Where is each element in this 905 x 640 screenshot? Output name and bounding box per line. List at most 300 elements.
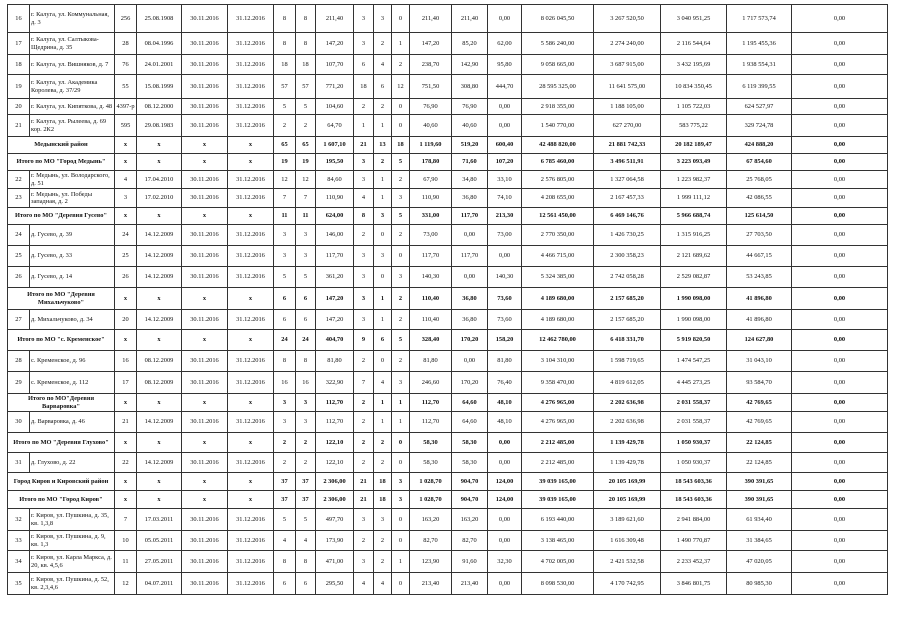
table-cell: 11 641 575,00 xyxy=(594,75,661,99)
table-cell: г. Медынь, ул. Володарского, д. 51 xyxy=(30,171,115,189)
table-cell: 67 854,60 xyxy=(727,154,792,171)
table-row xyxy=(8,509,888,531)
table-cell: 1 xyxy=(374,310,392,330)
table-cell: 21 881 742,33 xyxy=(594,137,661,154)
table-cell: 6 xyxy=(296,310,316,330)
table-cell: 3 xyxy=(354,288,374,310)
table-cell: 1 315 916,25 xyxy=(661,225,727,246)
table-cell: 2 xyxy=(392,288,410,310)
table-cell: 3 xyxy=(354,33,374,55)
table-cell: с. Кременское, д. 112 xyxy=(30,372,115,394)
table-cell: 39 039 165,00 xyxy=(522,473,594,491)
table-cell: 6 119 399,55 xyxy=(727,75,792,99)
table-cell: 1 119,60 xyxy=(410,137,452,154)
table-cell: 3 xyxy=(354,5,374,33)
table-cell: 12 xyxy=(296,171,316,189)
table-cell: 4 xyxy=(274,531,296,551)
table-cell: 1 105 722,03 xyxy=(661,99,727,115)
table-cell: 18 543 603,36 xyxy=(661,473,727,491)
table-cell: 112,70 xyxy=(316,412,354,433)
table-cell: 2 xyxy=(354,412,374,433)
table-cell: x xyxy=(228,137,274,154)
table-cell: 2 xyxy=(296,115,316,137)
table-cell: 3 xyxy=(374,208,392,225)
table-cell: 3 xyxy=(392,267,410,288)
table-cell: 31.12.2016 xyxy=(228,99,274,115)
table-cell: 8 026 045,50 xyxy=(522,5,594,33)
table-cell: 20 xyxy=(8,99,30,115)
table-cell: д. Михальчуково, д. 34 xyxy=(30,310,115,330)
table-cell: x xyxy=(182,433,228,453)
table-cell: 73,00 xyxy=(410,225,452,246)
table-cell: Итого по МО"Деревня Варваровка" xyxy=(8,394,115,412)
table-cell: 18 xyxy=(392,137,410,154)
table-cell: 2 306,00 xyxy=(316,473,354,491)
table-cell: x xyxy=(228,473,274,491)
table-row xyxy=(8,267,888,288)
table-cell: 1 xyxy=(354,115,374,137)
table-cell: 211,40 xyxy=(410,5,452,33)
table-cell: 16 xyxy=(8,5,30,33)
table-cell: 30.11.2016 xyxy=(182,453,228,473)
table-cell: 31.12.2016 xyxy=(228,412,274,433)
table-cell: д. Гусево, д. 33 xyxy=(30,246,115,267)
table-cell: 25 xyxy=(115,246,137,267)
table-body xyxy=(8,5,888,595)
table-cell: 3 xyxy=(354,551,374,573)
table-cell: x xyxy=(115,288,137,310)
table-cell: 37 xyxy=(296,473,316,491)
table-cell: 58,30 xyxy=(410,453,452,473)
table-cell: 08.12.2000 xyxy=(137,99,182,115)
table-cell: 2 xyxy=(354,433,374,453)
table-cell: 65 xyxy=(296,137,316,154)
table-cell: 62,00 xyxy=(488,33,522,55)
table-cell: 31.12.2016 xyxy=(228,33,274,55)
table-cell: 9 358 470,00 xyxy=(522,372,594,394)
table-cell: 80 985,30 xyxy=(727,573,792,595)
table-cell: x xyxy=(182,491,228,509)
table-cell: 40,60 xyxy=(410,115,452,137)
table-cell: 8 098 530,00 xyxy=(522,573,594,595)
table-cell: 173,90 xyxy=(316,531,354,551)
table-cell: 771,20 xyxy=(316,75,354,99)
table-cell: x xyxy=(182,330,228,351)
table-cell: 21 xyxy=(115,412,137,433)
table-cell: г. Медынь, ул. Победы западная, д. 2 xyxy=(30,189,115,208)
table-cell: Город Киров и Кировский район xyxy=(8,473,115,491)
table-cell: 519,20 xyxy=(452,137,488,154)
table-cell: 0,00 xyxy=(792,154,888,171)
table-cell: 0,00 xyxy=(792,394,888,412)
table-cell: г. Калуга, ул. Академика Королева, д. 37/29 xyxy=(30,75,115,99)
table-cell: 125 614,50 xyxy=(727,208,792,225)
table-cell: 53 243,85 xyxy=(727,267,792,288)
table-cell: 31.12.2016 xyxy=(228,573,274,595)
table-cell: x xyxy=(137,154,182,171)
table-cell: 31.12.2016 xyxy=(228,225,274,246)
table-cell: 48,10 xyxy=(488,394,522,412)
table-cell: 444,70 xyxy=(488,75,522,99)
table-cell: 81,80 xyxy=(316,351,354,372)
table-cell: 6 xyxy=(274,573,296,595)
table-cell: 424 888,20 xyxy=(727,137,792,154)
table-row xyxy=(8,453,888,473)
table-cell: 28 595 325,00 xyxy=(522,75,594,99)
table-cell: 0 xyxy=(392,246,410,267)
table-cell: 31.12.2016 xyxy=(228,5,274,33)
table-cell: 30.11.2016 xyxy=(182,551,228,573)
table-cell: 18 543 603,36 xyxy=(661,491,727,509)
table-cell: г. Киров, ул. Пушкина, д. 9, кв. 1,3 xyxy=(30,531,115,551)
table-cell: 3 xyxy=(296,412,316,433)
table-cell: 0,00 xyxy=(488,433,522,453)
table-cell: 2 xyxy=(274,453,296,473)
table-cell: 30.11.2016 xyxy=(182,189,228,208)
table-cell: 5 xyxy=(296,267,316,288)
table-cell: 178,80 xyxy=(410,154,452,171)
table-cell: 2 167 457,33 xyxy=(594,189,661,208)
table-cell: 256 xyxy=(115,5,137,33)
table-cell: 30.11.2016 xyxy=(182,267,228,288)
table-cell: 751,50 xyxy=(410,75,452,99)
table-cell: 31.12.2016 xyxy=(228,171,274,189)
table-cell: 0,00 xyxy=(488,99,522,115)
table-cell: 21 xyxy=(354,491,374,509)
table-cell: 0 xyxy=(392,509,410,531)
table-cell: 08.04.1996 xyxy=(137,33,182,55)
table-cell: 40,60 xyxy=(452,115,488,137)
table-cell: 6 xyxy=(274,310,296,330)
table-cell: 0,00 xyxy=(792,55,888,75)
table-cell: 12 462 780,00 xyxy=(522,330,594,351)
table-total-row xyxy=(8,330,888,351)
table-cell: 20 182 189,47 xyxy=(661,137,727,154)
table-total-row xyxy=(8,473,888,491)
table-cell: 4 xyxy=(354,573,374,595)
table-cell: 3 687 915,00 xyxy=(594,55,661,75)
table-cell: Итого по МО "Деревня Гусево" xyxy=(8,208,115,225)
table-cell: 24 xyxy=(115,225,137,246)
table-cell: 2 233 452,37 xyxy=(661,551,727,573)
table-cell: 3 xyxy=(354,246,374,267)
table-cell: 30.11.2016 xyxy=(182,509,228,531)
table-total-row xyxy=(8,208,888,225)
table-cell: 4 xyxy=(115,171,137,189)
table-cell: 0,00 xyxy=(792,372,888,394)
table-cell: 76,40 xyxy=(488,372,522,394)
table-cell: 8 xyxy=(296,33,316,55)
table-cell: 0,00 xyxy=(792,531,888,551)
table-cell: x xyxy=(137,491,182,509)
table-cell: 5 xyxy=(274,509,296,531)
table-row xyxy=(8,115,888,137)
table-cell: 5 324 385,00 xyxy=(522,267,594,288)
table-cell: 3 xyxy=(354,171,374,189)
table-cell: 58,30 xyxy=(452,433,488,453)
data-table xyxy=(7,4,888,595)
table-cell: 3 189 621,60 xyxy=(594,509,661,531)
table-cell: 18 xyxy=(354,75,374,99)
table-cell: 1 188 105,00 xyxy=(594,99,661,115)
table-cell: 24 xyxy=(296,330,316,351)
table-cell: 2 xyxy=(274,433,296,453)
table-cell: 4 702 005,00 xyxy=(522,551,594,573)
table-row xyxy=(8,33,888,55)
table-cell: 22 xyxy=(115,453,137,473)
table-cell: x xyxy=(115,137,137,154)
table-cell: 3 xyxy=(354,509,374,531)
table-cell: 26 xyxy=(8,267,30,288)
table-cell: 9 xyxy=(354,330,374,351)
table-cell: г. Киров, ул. Карла Маркса, д. 20, кв. 4,5,6 xyxy=(30,551,115,573)
table-cell: 1 xyxy=(392,412,410,433)
table-cell: 4 276 965,00 xyxy=(522,412,594,433)
table-cell: 2 157 685,20 xyxy=(594,288,661,310)
table-cell: 1 540 770,00 xyxy=(522,115,594,137)
table-total-row xyxy=(8,491,888,509)
table-cell: 2 031 558,37 xyxy=(661,394,727,412)
table-cell: 14.12.2009 xyxy=(137,225,182,246)
table-cell: 2 xyxy=(392,310,410,330)
table-cell: 17 xyxy=(115,372,137,394)
table-cell: 4 xyxy=(374,55,392,75)
table-cell: 600,40 xyxy=(488,137,522,154)
table-cell: 595 xyxy=(115,115,137,137)
table-cell: 3 xyxy=(274,246,296,267)
table-cell: 112,70 xyxy=(410,412,452,433)
table-cell: 2 770 350,00 xyxy=(522,225,594,246)
table-cell: 37 xyxy=(274,491,296,509)
table-cell: 17.04.2010 xyxy=(137,171,182,189)
table-cell: 2 xyxy=(392,351,410,372)
table-cell: 81,80 xyxy=(488,351,522,372)
table-cell: с. Кременское, д. 96 xyxy=(30,351,115,372)
table-cell: 44 667,15 xyxy=(727,246,792,267)
table-cell: 2 116 544,64 xyxy=(661,33,727,55)
table-cell: 30.11.2016 xyxy=(182,372,228,394)
table-cell: x xyxy=(228,394,274,412)
table-cell: 42 488 820,00 xyxy=(522,137,594,154)
table-cell: 30.11.2016 xyxy=(182,225,228,246)
table-cell: 0,00 xyxy=(792,330,888,351)
table-cell: 2 xyxy=(374,33,392,55)
table-cell: 7 xyxy=(274,189,296,208)
table-cell: x xyxy=(115,433,137,453)
table-cell: 497,70 xyxy=(316,509,354,531)
table-cell: 110,40 xyxy=(410,288,452,310)
table-cell: 1 490 770,87 xyxy=(661,531,727,551)
table-cell: 73,60 xyxy=(488,310,522,330)
table-cell: 1 050 930,37 xyxy=(661,453,727,473)
table-cell: Итого по МО "Деревня Глухово" xyxy=(8,433,115,453)
table-cell: 2 306,00 xyxy=(316,491,354,509)
table-cell: 6 xyxy=(374,75,392,99)
table-cell: 2 xyxy=(274,115,296,137)
table-cell: 331,00 xyxy=(410,208,452,225)
table-cell: 32,30 xyxy=(488,551,522,573)
table-cell: Итого по МО "Деревня Михальчуково" xyxy=(8,288,115,310)
table-cell: 31.12.2016 xyxy=(228,189,274,208)
table-cell: 31 xyxy=(8,453,30,473)
table-cell: 246,60 xyxy=(410,372,452,394)
table-cell: 82,70 xyxy=(410,531,452,551)
table-cell: 5 xyxy=(392,154,410,171)
table-cell: Итого по МО "Город Медынь" xyxy=(8,154,115,171)
table-cell: 0,00 xyxy=(792,33,888,55)
table-cell: 35 xyxy=(8,573,30,595)
table-cell: 0,00 xyxy=(488,246,522,267)
table-cell: 328,40 xyxy=(410,330,452,351)
table-cell: 147,20 xyxy=(410,33,452,55)
table-cell: 2 xyxy=(374,453,392,473)
table-cell: 0 xyxy=(392,531,410,551)
table-cell: 4 189 680,00 xyxy=(522,288,594,310)
table-cell: 8 xyxy=(296,5,316,33)
table-cell: 24.01.2001 xyxy=(137,55,182,75)
table-cell: 2 157 685,20 xyxy=(594,310,661,330)
table-cell: 0 xyxy=(392,115,410,137)
table-cell: 2 xyxy=(392,225,410,246)
table-cell: 3 xyxy=(392,491,410,509)
table-cell: 3 xyxy=(374,509,392,531)
table-cell: 122,10 xyxy=(316,453,354,473)
table-cell: 31.12.2016 xyxy=(228,246,274,267)
table-cell: 3 xyxy=(296,246,316,267)
table-cell: 0,00 xyxy=(452,267,488,288)
table-cell: 1 990 098,00 xyxy=(661,288,727,310)
table-cell: 4 276 965,00 xyxy=(522,394,594,412)
table-cell: 3 138 465,00 xyxy=(522,531,594,551)
table-cell: 624 527,97 xyxy=(727,99,792,115)
table-cell: 19 xyxy=(274,154,296,171)
table-cell: 627 270,00 xyxy=(594,115,661,137)
table-cell: 82,70 xyxy=(452,531,488,551)
table-cell: x xyxy=(137,137,182,154)
table-row xyxy=(8,225,888,246)
table-cell: 147,20 xyxy=(316,33,354,55)
table-cell: 6 469 146,76 xyxy=(594,208,661,225)
table-cell: 0,00 xyxy=(488,509,522,531)
table-cell: x xyxy=(115,154,137,171)
table-cell: 33 xyxy=(8,531,30,551)
table-cell: 112,70 xyxy=(316,394,354,412)
table-cell: 30.11.2016 xyxy=(182,310,228,330)
table-cell: 21 xyxy=(354,473,374,491)
table-cell: 4 xyxy=(374,573,392,595)
table-cell: 95,80 xyxy=(488,55,522,75)
table-cell: 6 193 440,00 xyxy=(522,509,594,531)
table-cell: 2 xyxy=(374,551,392,573)
table-cell: 0,00 xyxy=(488,5,522,33)
table-total-row xyxy=(8,154,888,171)
table-cell: 3 xyxy=(392,372,410,394)
table-cell: 170,20 xyxy=(452,372,488,394)
table-row xyxy=(8,5,888,33)
table-cell: 0,00 xyxy=(452,225,488,246)
table-cell: 0 xyxy=(392,99,410,115)
table-cell: 1 050 930,37 xyxy=(661,433,727,453)
table-row xyxy=(8,573,888,595)
table-cell: 0,00 xyxy=(792,189,888,208)
table-cell: 107,70 xyxy=(316,55,354,75)
table-cell: 76,90 xyxy=(410,99,452,115)
table-cell: 19 xyxy=(296,154,316,171)
table-cell: 58,30 xyxy=(410,433,452,453)
table-cell: 64,60 xyxy=(452,394,488,412)
table-cell: 1 598 719,65 xyxy=(594,351,661,372)
table-cell: 30.11.2016 xyxy=(182,171,228,189)
table-cell: x xyxy=(182,137,228,154)
table-cell: 211,40 xyxy=(316,5,354,33)
table-cell: 18 xyxy=(8,55,30,75)
table-cell: x xyxy=(228,433,274,453)
table-cell: 85,20 xyxy=(452,33,488,55)
table-cell: 34,80 xyxy=(452,171,488,189)
table-cell: 31.12.2016 xyxy=(228,115,274,137)
table-cell: 0,00 xyxy=(792,573,888,595)
table-cell: 147,20 xyxy=(316,310,354,330)
table-cell: 93 584,70 xyxy=(727,372,792,394)
table-cell: 7 xyxy=(354,372,374,394)
table-cell: 31.12.2016 xyxy=(228,372,274,394)
table-cell: 0,00 xyxy=(792,551,888,573)
table-row xyxy=(8,99,888,115)
table-cell: 12 xyxy=(115,573,137,595)
table-cell: 295,50 xyxy=(316,573,354,595)
table-row xyxy=(8,75,888,99)
table-cell: 404,70 xyxy=(316,330,354,351)
table-cell: 0,00 xyxy=(452,351,488,372)
table-cell: 1 028,70 xyxy=(410,491,452,509)
table-cell: 20 xyxy=(115,310,137,330)
table-total-row xyxy=(8,394,888,412)
table-cell: 22 124,85 xyxy=(727,433,792,453)
table-cell: 41 896,80 xyxy=(727,288,792,310)
table-cell: д. Глухово, д. 22 xyxy=(30,453,115,473)
table-cell: 47 020,05 xyxy=(727,551,792,573)
table-cell: 0,00 xyxy=(792,246,888,267)
table-cell: 12 xyxy=(392,75,410,99)
table-cell: 361,20 xyxy=(316,267,354,288)
table-cell: 3 xyxy=(374,5,392,33)
table-cell: 20 105 169,99 xyxy=(594,473,661,491)
table-cell: x xyxy=(182,288,228,310)
table-cell: 110,90 xyxy=(410,189,452,208)
table-cell: 5 966 688,74 xyxy=(661,208,727,225)
table-cell: 0,00 xyxy=(792,491,888,509)
table-cell: x xyxy=(115,394,137,412)
table-cell: 213,40 xyxy=(410,573,452,595)
table-cell: 30.11.2016 xyxy=(182,246,228,267)
table-cell: 0,00 xyxy=(488,573,522,595)
table-cell: 6 xyxy=(374,330,392,351)
table-cell: 39 039 165,00 xyxy=(522,491,594,509)
table-cell: 11 xyxy=(274,208,296,225)
table-cell: 110,90 xyxy=(316,189,354,208)
table-cell: 146,00 xyxy=(316,225,354,246)
table-cell: 4 xyxy=(296,531,316,551)
table-cell: 41 896,80 xyxy=(727,310,792,330)
table-cell: 28 xyxy=(115,33,137,55)
table-cell: 31.12.2016 xyxy=(228,453,274,473)
table-cell: 0,00 xyxy=(792,225,888,246)
table-cell: 112,70 xyxy=(410,394,452,412)
table-cell: 3 104 310,00 xyxy=(522,351,594,372)
table-cell: 2 xyxy=(354,225,374,246)
table-total-row xyxy=(8,137,888,154)
table-cell: 6 418 331,70 xyxy=(594,330,661,351)
